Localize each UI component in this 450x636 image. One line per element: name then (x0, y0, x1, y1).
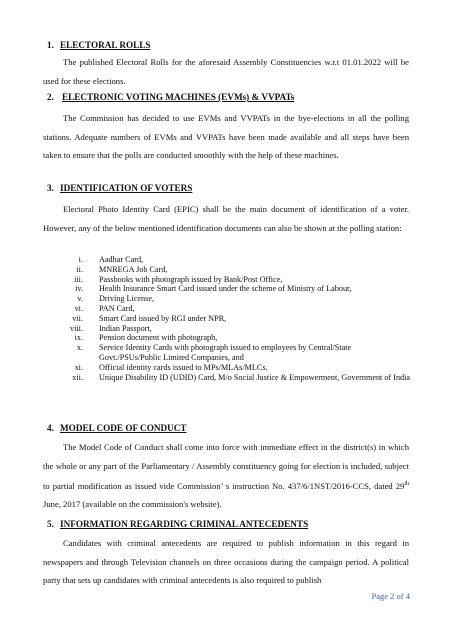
section-number: 2. (47, 92, 54, 102)
list-item: ix. Pension document with photograph, (74, 333, 218, 343)
identification-documents-list (43, 255, 413, 382)
section-number: 3. (47, 183, 54, 193)
section-number: 5. (47, 519, 54, 529)
section-title: INFORMATION REGARDING CRIMINAL ANTECEDENTS (60, 519, 309, 529)
section-body-model-code: The Model Code of Conduct shall come into force with immediate effect in the district(s) in which the whole or any part of the Parliamentary / Assembly constituency going for election is included, subject to partial modification as issued vide Commission’ s instruction No. 437/6/1NST/2016-CCS, dated 29th June, 2017 (available on the commission's website). (43, 442, 409, 510)
list-item: x. Service Identity Cards with photograph issued to employees by Central/State Govt./PSUs/Public Limited Companies, and (76, 343, 352, 362)
section-body-identification: Electoral Photo Identity Card (EPIC) shall be the main document of identification of a voter. However, any of the below mentioned identification documents can also be shown at the polling station: (43, 204, 409, 233)
section-body-electoral-rolls: The published Electoral Rolls for the aforesaid Assembly Constituencies w.r.t 01.01.2022 will be used for these elections. (43, 57, 409, 86)
section-body-criminal-antecedents: Candidates with criminal antecedents are required to publish information in this regard in newspapers and through Television channels on three occasions during the campaign period. A political party that sets up candidates with criminal antecedents is also required to publish (43, 538, 409, 585)
list-item: xii. Unique Disability ID (UDID) Card, M/o Social Justice & Empowerment, Government of India (72, 372, 411, 382)
section-title: ELECTORAL ROLLS (60, 40, 151, 50)
section-title: ELECTRONIC VOTING MACHINES (EVMs) & VVPATs (62, 92, 295, 102)
list-item: viii. Indian Passport, (70, 323, 152, 333)
section-title: IDENTIFICATION OF VOTERS (60, 183, 193, 193)
list-item: v. Driving License, (77, 294, 155, 304)
page-number: Page 2 of 4 (371, 591, 410, 601)
section-number: 4. (47, 423, 54, 433)
list-item: vi. PAN Card, (74, 303, 135, 313)
list-item: iii. Passbooks with photograph issued by Bank/Post Office, (74, 274, 283, 284)
section-title: MODEL CODE OF CONDUCT (60, 423, 187, 433)
list-item: xi. Official identity cards issued to MPs/MLAs/MLCs. (74, 362, 268, 372)
section-number: 1. (47, 40, 54, 50)
section-body-evms: The Commission has decided to use EVMs and VVPATs in the bye-elections in all the polling stations. Adequate numbers of EVMs and VVPATs have been made available and all steps have been taken to ensure that the polls are conducted smoothly with the help of these machines. (43, 113, 409, 160)
list-item: vii. Smart Card issued by RGI under NPR, (72, 313, 227, 323)
list-item: i. Aadhar Card, (78, 255, 144, 264)
list-item: iv. Health Insurance Smart Card issued under the scheme of Ministry of Labour, (75, 284, 352, 294)
list-item: ii. MNREGA Job Card, (76, 264, 168, 274)
